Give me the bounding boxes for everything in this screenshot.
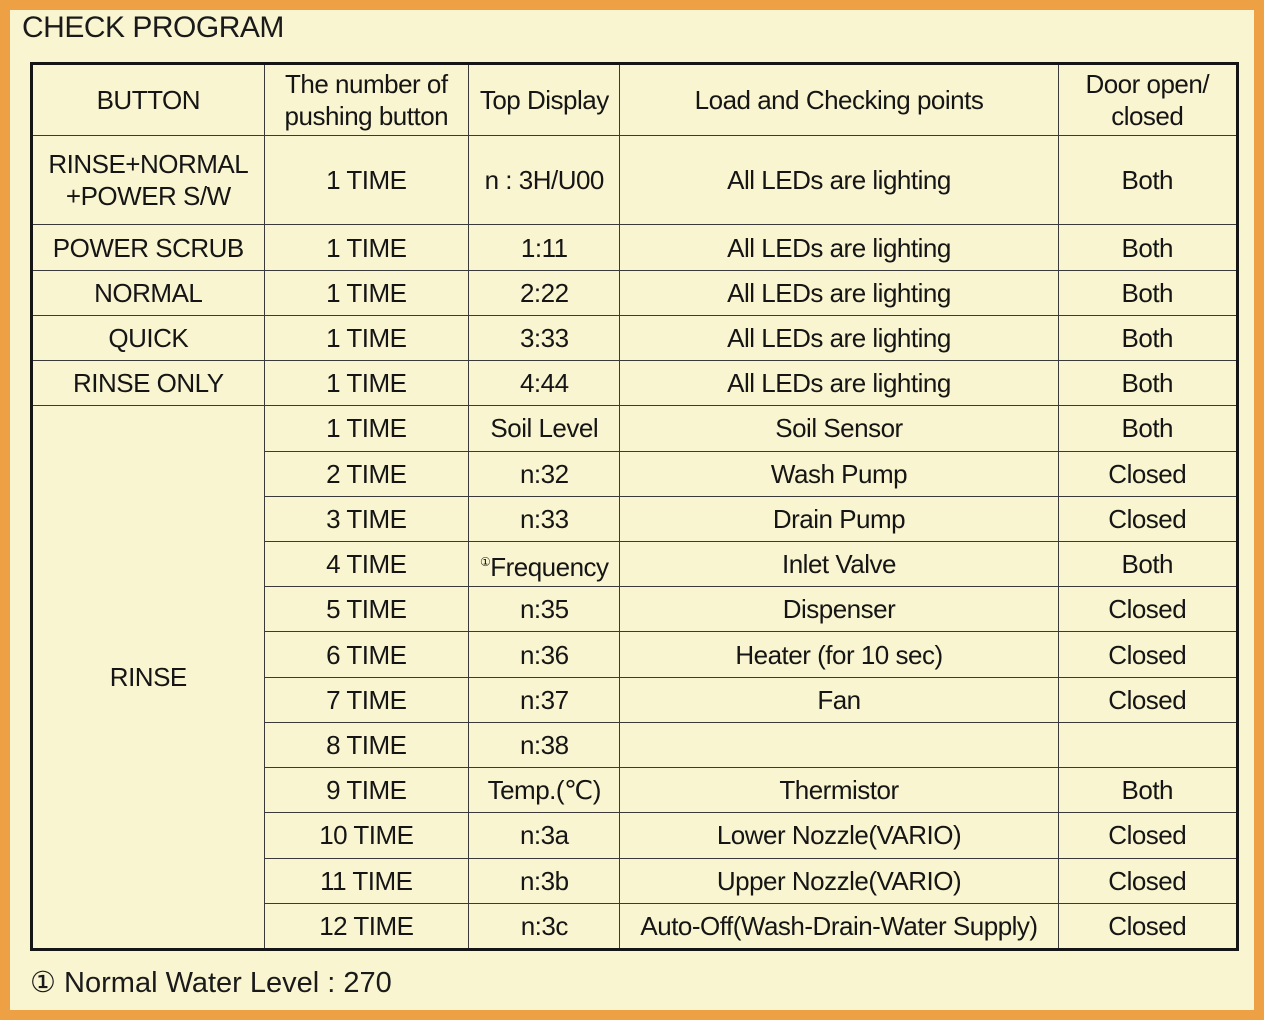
- display-cell: 1:11: [469, 225, 620, 270]
- table-row: [32, 270, 1238, 315]
- load-cell: Dispenser: [620, 587, 1058, 632]
- load-cell: All LEDs are lighting: [620, 225, 1058, 270]
- pushes-cell: 9 TIME: [264, 768, 469, 813]
- display-cell: Soil Level: [469, 406, 620, 451]
- load-cell: All LEDs are lighting: [620, 315, 1058, 360]
- header-door: Door open/ closed: [1058, 64, 1237, 136]
- pushes-cell: 11 TIME: [264, 858, 469, 903]
- pushes-cell: 5 TIME: [264, 587, 469, 632]
- load-cell: [620, 722, 1058, 767]
- pushes-cell: 6 TIME: [264, 632, 469, 677]
- page-panel: [10, 10, 1254, 1010]
- check-program-table: [30, 62, 1239, 951]
- load-cell: Thermistor: [620, 768, 1058, 813]
- header-button: BUTTON: [32, 64, 265, 136]
- table-row: [32, 225, 1238, 270]
- load-cell: Heater (for 10 sec): [620, 632, 1058, 677]
- display-cell: 2:22: [469, 270, 620, 315]
- footnote-marker: ①: [479, 554, 491, 569]
- table-row: [32, 315, 1238, 360]
- door-cell: Both: [1058, 225, 1237, 270]
- door-cell: Both: [1058, 361, 1237, 406]
- table-header-row: [32, 64, 1238, 136]
- pushes-cell: 1 TIME: [264, 315, 469, 360]
- load-cell: All LEDs are lighting: [620, 361, 1058, 406]
- door-cell: Closed: [1058, 677, 1237, 722]
- door-cell: Both: [1058, 768, 1237, 813]
- display-cell: n : 3H/U00: [469, 136, 620, 225]
- header-pushes: The number of pushing button: [264, 64, 469, 136]
- display-cell: n:3a: [469, 813, 620, 858]
- door-cell: [1058, 722, 1237, 767]
- display-cell: n:35: [469, 587, 620, 632]
- button-cell: RINSE ONLY: [32, 361, 265, 406]
- button-cell: NORMAL: [32, 270, 265, 315]
- page-title: CHECK PROGRAM: [22, 11, 284, 44]
- button-cell: RINSE+NORMAL +POWER S/W: [32, 136, 265, 225]
- load-cell: Inlet Valve: [620, 541, 1058, 586]
- button-cell: QUICK: [32, 315, 265, 360]
- display-cell: [469, 541, 620, 586]
- display-cell: n:3b: [469, 858, 620, 903]
- pushes-cell: 1 TIME: [264, 361, 469, 406]
- door-cell: Closed: [1058, 587, 1237, 632]
- door-cell: Both: [1058, 136, 1237, 225]
- pushes-cell: 1 TIME: [264, 136, 469, 225]
- load-cell: All LEDs are lighting: [620, 136, 1058, 225]
- display-cell: Temp.(℃): [469, 768, 620, 813]
- load-cell: Wash Pump: [620, 451, 1058, 496]
- display-cell: n:3c: [469, 903, 620, 949]
- table-row: [32, 406, 1238, 451]
- display-cell: 4:44: [469, 361, 620, 406]
- header-load: Load and Checking points: [620, 64, 1058, 136]
- load-cell: Soil Sensor: [620, 406, 1058, 451]
- pushes-cell: 10 TIME: [264, 813, 469, 858]
- load-cell: All LEDs are lighting: [620, 270, 1058, 315]
- pushes-cell: 12 TIME: [264, 903, 469, 949]
- footnote: ① Normal Water Level : 270: [30, 967, 392, 999]
- header-display: Top Display: [469, 64, 620, 136]
- door-cell: Both: [1058, 406, 1237, 451]
- display-cell: n:32: [469, 451, 620, 496]
- pushes-cell: 8 TIME: [264, 722, 469, 767]
- door-cell: Closed: [1058, 496, 1237, 541]
- door-cell: Closed: [1058, 903, 1237, 949]
- display-cell: n:37: [469, 677, 620, 722]
- pushes-cell: 1 TIME: [264, 225, 469, 270]
- pushes-cell: 3 TIME: [264, 496, 469, 541]
- table-row: [32, 361, 1238, 406]
- display-cell: n:33: [469, 496, 620, 541]
- door-cell: Both: [1058, 541, 1237, 586]
- door-cell: Closed: [1058, 858, 1237, 903]
- pushes-cell: 2 TIME: [264, 451, 469, 496]
- button-cell: POWER SCRUB: [32, 225, 265, 270]
- door-cell: Closed: [1058, 813, 1237, 858]
- rinse-button-cell: RINSE: [32, 406, 265, 950]
- pushes-cell: 1 TIME: [264, 270, 469, 315]
- load-cell: Drain Pump: [620, 496, 1058, 541]
- display-cell: n:38: [469, 722, 620, 767]
- display-cell: 3:33: [469, 315, 620, 360]
- pushes-cell: 4 TIME: [264, 541, 469, 586]
- load-cell: Lower Nozzle(VARIO): [620, 813, 1058, 858]
- pushes-cell: 7 TIME: [264, 677, 469, 722]
- door-cell: Closed: [1058, 451, 1237, 496]
- load-cell: Upper Nozzle(VARIO): [620, 858, 1058, 903]
- door-cell: Both: [1058, 270, 1237, 315]
- display-cell: n:36: [469, 632, 620, 677]
- load-cell: Fan: [620, 677, 1058, 722]
- load-cell: Auto-Off(Wash-Drain-Water Supply): [620, 903, 1058, 949]
- display-text: Frequency: [490, 551, 609, 582]
- table-row: [32, 136, 1238, 225]
- pushes-cell: 1 TIME: [264, 406, 469, 451]
- door-cell: Both: [1058, 315, 1237, 360]
- door-cell: Closed: [1058, 632, 1237, 677]
